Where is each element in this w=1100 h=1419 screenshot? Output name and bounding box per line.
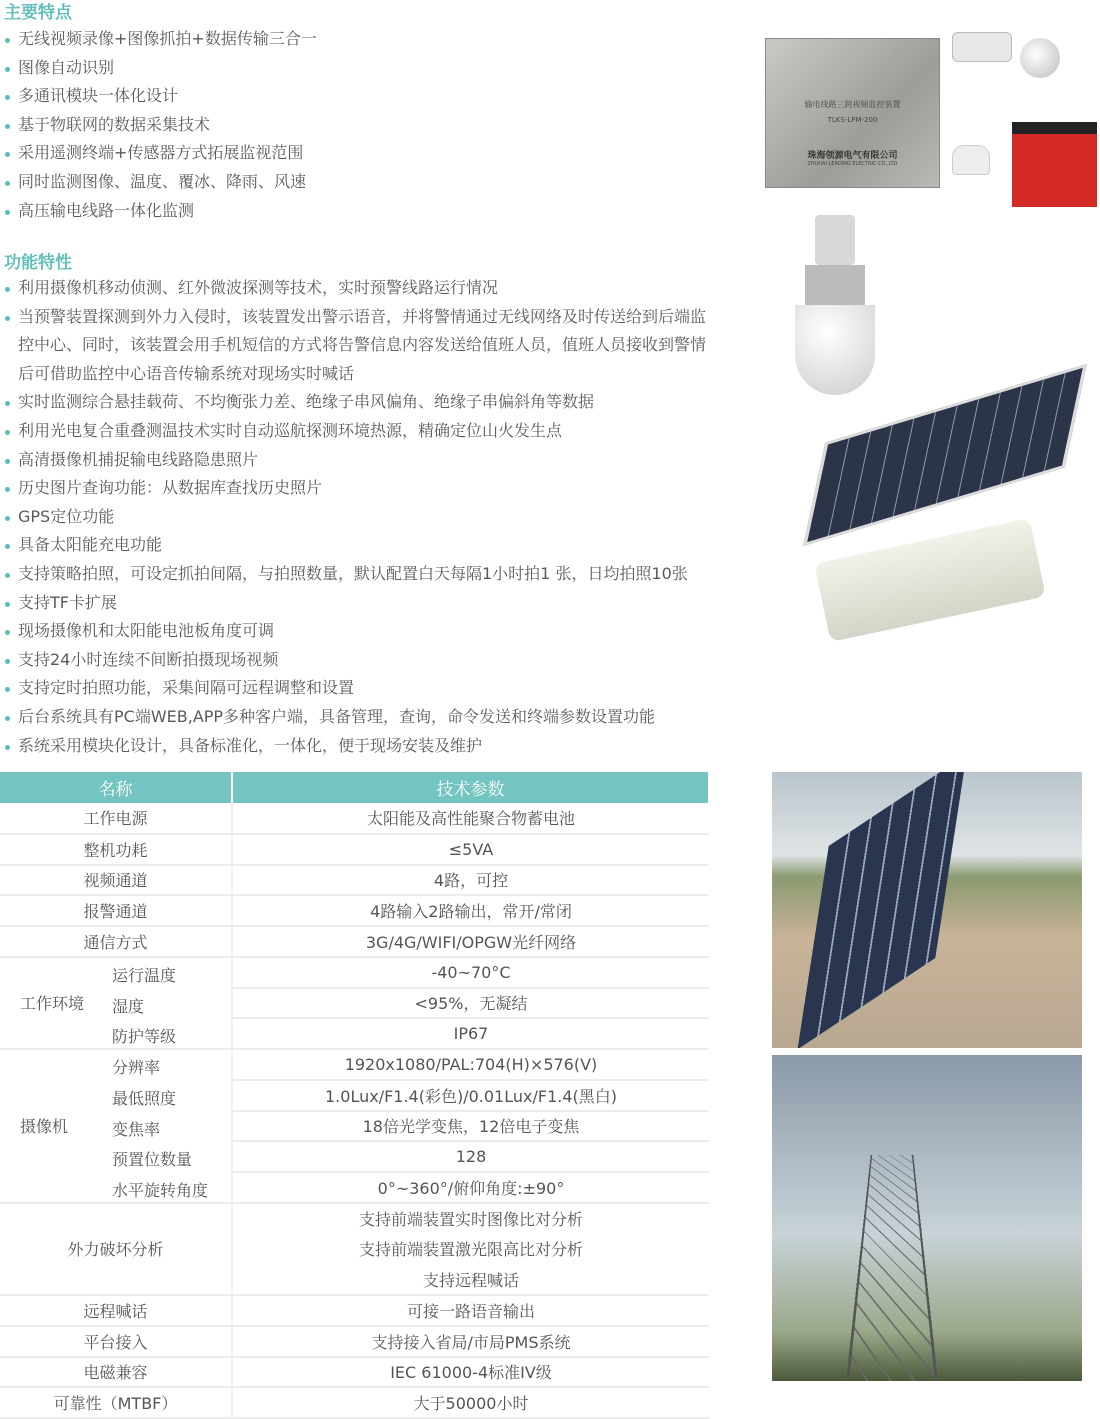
list-item: 历史图片查询功能：从数据库查找历史照片 [4, 474, 716, 503]
list-item: 高清摄像机捕捉输电线路隐患照片 [4, 446, 716, 475]
table-row [0, 1387, 709, 1418]
param-name: 平台接入 [0, 1326, 232, 1357]
param-value: -40~70°C [232, 957, 709, 988]
param-name: 外力破坏分析 [0, 1203, 232, 1295]
thermal-camera-image [952, 32, 1012, 62]
param-value: IP67 [232, 1018, 709, 1049]
list-item: 后台系统具有PC端WEB,APP多种客户端，具备管理，查询，命令发送和终端参数设置功能 [4, 703, 716, 732]
param-name: 远程喊话 [0, 1295, 232, 1326]
list-item: 系统采用模块化设计，具备标准化，一体化，便于现场安装及维护 [4, 732, 716, 761]
weather-sensor-image [952, 145, 990, 175]
group-label: 摄像机 分辨率 最低照度 变焦率 预置位数量 水平旋转角度 [0, 1049, 232, 1203]
list-item: 支持策略拍照，可设定抓拍间隔，与拍照数量，默认配置白天每隔1小时拍1 张，日均拍照10张 [4, 560, 716, 589]
param-value: ≤5VA [232, 834, 709, 865]
param-value: 1.0Lux/F1.4(彩色)/0.01Lux/F1.4(黑白) [232, 1080, 709, 1111]
list-item: 利用光电复合重叠测温技术实时自动巡航探测环境热源，精确定位山火发生点 [4, 417, 716, 446]
header-params: 技术参数 [232, 772, 709, 803]
param-name: 可靠性（MTBF） [0, 1387, 232, 1418]
list-item: 支持TF卡扩展 [4, 589, 716, 618]
param-name: 报警通道 [0, 895, 232, 926]
group-label: 工作环境 运行温度 湿度 防护等级 [0, 957, 232, 1049]
device-model: TLKS-LPM-200 [827, 116, 878, 124]
list-item: 同时监测图像、温度、覆冰、降雨、风速 [4, 168, 724, 197]
param-value: 可接一路语音输出 [232, 1295, 709, 1326]
param-value: 支持前端装置实时图像比对分析 [232, 1203, 709, 1234]
red-alarm-device-image [1012, 122, 1097, 207]
param-value: 支持前端装置激光限高比对分析 [232, 1234, 709, 1265]
param-value: <95%，无凝结 [232, 988, 709, 1019]
param-value: 4路输入2路输出，常开/常闭 [232, 895, 709, 926]
list-item: 具备太阳能充电功能 [4, 531, 716, 560]
param-value: 太阳能及高性能聚合物蓄电池 [232, 803, 709, 834]
param-name: 工作电源 [0, 803, 232, 834]
sub-param-name: 分辨率 [112, 1058, 161, 1077]
solar-panel-camera-image [800, 390, 1070, 650]
list-item: 支持定时拍照功能，采集间隔可远程调整和设置 [4, 674, 716, 703]
list-item: 现场摄像机和太阳能电池板角度可调 [4, 617, 716, 646]
param-value: IEC 61000-4标准IV级 [232, 1357, 709, 1388]
param-name: 电磁兼容 [0, 1357, 232, 1388]
device-company-en: ZHUHAI LEADING ELECTRIC CO.,LTD [807, 161, 898, 167]
table-row [0, 1357, 709, 1388]
sub-param-name: 最低照度 [112, 1088, 177, 1108]
sub-param-name: 水平旋转角度 [112, 1181, 209, 1200]
param-name: 视频通道 [0, 865, 232, 896]
list-item: 无线视频录像+图像抓拍+数据传输三合一 [4, 25, 724, 54]
param-value: 支持接入省局/市局PMS系统 [232, 1326, 709, 1357]
ptz-camera-image [795, 215, 875, 400]
param-name: 通信方式 [0, 926, 232, 957]
field-installation-photo [772, 772, 1082, 1048]
sub-param-name: 湿度 [112, 996, 145, 1016]
table-row [0, 865, 709, 896]
list-item: 基于物联网的数据采集技术 [4, 111, 724, 140]
list-item: 图像自动识别 [4, 54, 724, 83]
param-name: 整机功耗 [0, 834, 232, 865]
features-list [4, 25, 724, 225]
table-row [0, 1049, 709, 1080]
table-row [0, 803, 709, 834]
param-value: 18倍光学变焦，12倍电子变焦 [232, 1111, 709, 1142]
list-item: 多通讯模块一体化设计 [4, 82, 724, 111]
table-row [0, 834, 709, 865]
table-row [0, 1203, 709, 1234]
sub-param-name: 防护等级 [112, 1027, 177, 1047]
sub-param-name: 预置位数量 [112, 1150, 193, 1170]
table-row [0, 957, 709, 988]
list-item: 采用遥测终端+传感器方式拓展监视范围 [4, 139, 724, 168]
param-value: 支持远程喊话 [232, 1264, 709, 1295]
sub-param-name: 运行温度 [112, 965, 177, 985]
monitoring-device-box-image [765, 38, 940, 188]
device-label-line1: 输电线路三跨视频监控装置 [804, 100, 901, 109]
table-row [0, 895, 709, 926]
sub-param-name: 变焦率 [112, 1119, 161, 1139]
features-heading: 主要特点 [4, 3, 72, 23]
table-row [0, 926, 709, 957]
param-value: 3G/4G/WIFI/OPGW光纤网络 [232, 926, 709, 957]
header-name: 名称 [0, 772, 232, 803]
list-item: 高压输电线路一体化监测 [4, 197, 724, 226]
table-row [0, 1295, 709, 1326]
param-value: 0°~360°/俯仰角度:±90° [232, 1172, 709, 1203]
param-value: 4路，可控 [232, 865, 709, 896]
transmission-tower-photo [772, 1055, 1082, 1381]
list-item: GPS定位功能 [4, 503, 716, 532]
functions-heading: 功能特性 [4, 253, 72, 273]
device-company: 珠海领源电气有限公司 [807, 151, 898, 161]
table-row [0, 1326, 709, 1357]
list-item: 利用摄像机移动侦测、红外微波探测等技术，实时预警线路运行情况 [4, 274, 716, 303]
list-item: 支持24小时连续不间断拍摄现场视频 [4, 646, 716, 675]
param-value: 大于50000小时 [232, 1387, 709, 1418]
dome-camera-image [1020, 38, 1060, 78]
param-value: 128 [232, 1141, 709, 1172]
functions-list [4, 274, 716, 760]
param-value: 1920x1080/PAL:704(H)×576(V) [232, 1049, 709, 1080]
list-item: 实时监测综合悬挂载荷、不均衡张力差、绝缘子串风偏角、绝缘子串偏斜角等数据 [4, 388, 716, 417]
spec-table [0, 772, 710, 1419]
list-item: 当预警装置探测到外力入侵时，该装置发出警示语音，并将警情通过无线网络及时传送给到后端监控中心、同时，该装置会用手机短信的方式将告警信息内容发送给值班人员，值班人员接收到警情后可借助监控中心语音传输系统对现场实时喊话 [4, 303, 716, 389]
